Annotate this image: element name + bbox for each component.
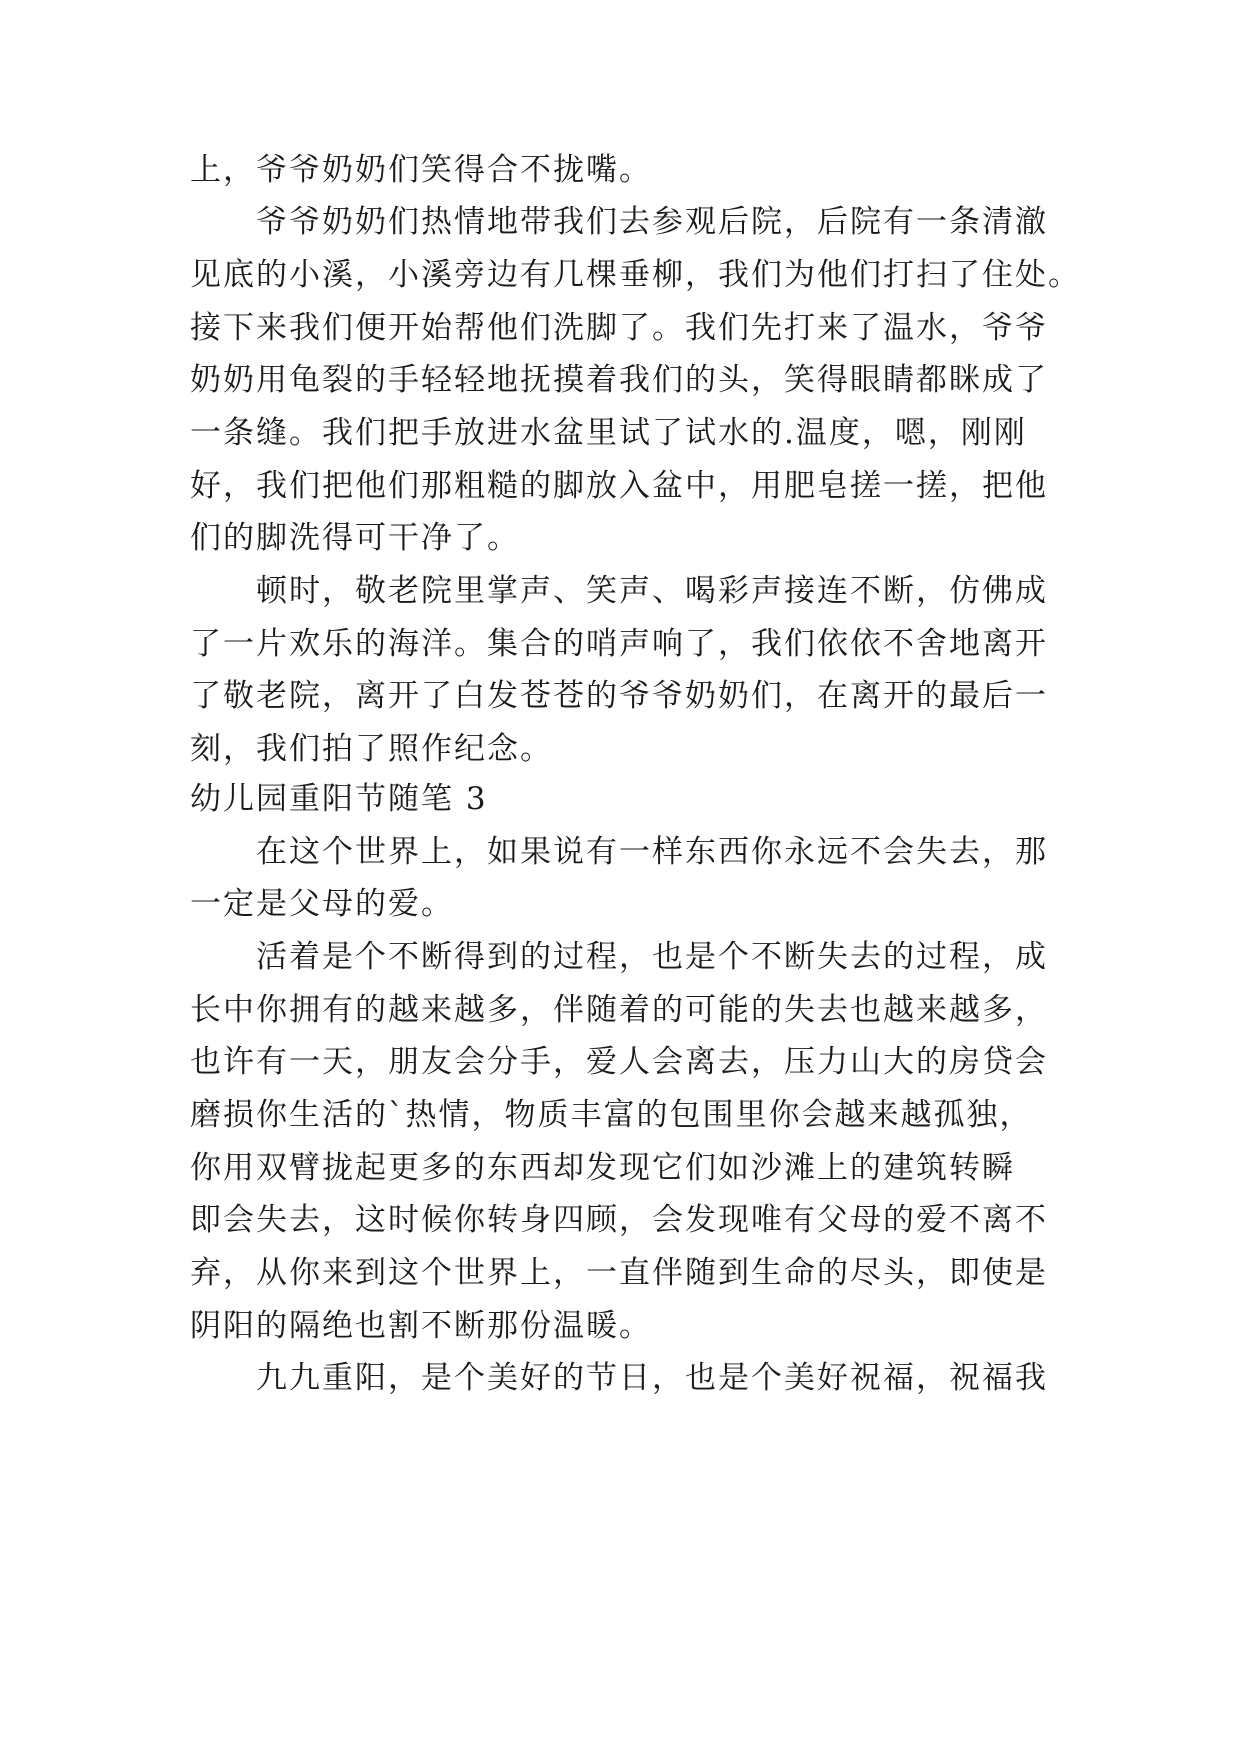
text-line: 你用双臂拢起更多的东西却发现它们如沙滩上的建筑转瞬 xyxy=(190,1150,1015,1186)
text-line: 也许有一天，朋友会分手，爱人会离去，压力山大的房贷会 xyxy=(190,1044,1048,1080)
text-line: 弃，从你来到这个世界上，一直伴随到生命的尽头，即使是 xyxy=(190,1255,1048,1291)
text-line: 奶奶用龟裂的手轻轻地抚摸着我们的头，笑得眼睛都眯成了 xyxy=(190,362,1048,398)
text-line: 即会失去，这时候你转身四顾，会发现唯有父母的爱不离不 xyxy=(190,1202,1048,1238)
paragraph-start-line: 爷爷奶奶们热情地带我们去参观后院，后院有一条清澈 xyxy=(256,204,1048,240)
text-line: 磨损你生活的`热情，物质丰富的包围里你会越来越孤独， xyxy=(190,1097,1033,1133)
text-line: 们的脚洗得可干净了。 xyxy=(190,520,520,556)
paragraph-start-line: 活着是个不断得到的过程，也是个不断失去的过程，成 xyxy=(256,939,1048,975)
text-line: 长中你拥有的越来越多，伴随着的可能的失去也越来越多， xyxy=(190,992,1048,1028)
text-line: 接下来我们便开始帮他们洗脚了。我们先打来了温水，爷爷 xyxy=(190,310,1048,346)
text-line: 上，爷爷奶奶们笑得合不拢嘴。 xyxy=(190,152,652,188)
text-line: 好，我们把他们那粗糙的脚放入盆中，用肥皂搓一搓，把他 xyxy=(190,468,1048,504)
text-line: 见底的小溪，小溪旁边有几棵垂柳，我们为他们打扫了住处。 xyxy=(190,257,1081,293)
text-line: 阴阳的隔绝也割不断那份温暖。 xyxy=(190,1308,652,1344)
paragraph-start-line: 九九重阳，是个美好的节日，也是个美好祝福，祝福我 xyxy=(256,1360,1048,1396)
text-line: 刻，我们拍了照作纪念。 xyxy=(190,731,553,767)
text-line: 了一片欢乐的海洋。集合的哨声响了，我们依依不舍地离开 xyxy=(190,626,1048,662)
text-line: 了敬老院，离开了白发苍苍的爷爷奶奶们，在离开的最后一 xyxy=(190,678,1048,714)
text-line: 一条缝。我们把手放进水盆里试了试水的.温度，嗯，刚刚 xyxy=(190,415,1027,451)
paragraph-start-line: 在这个世界上，如果说有一样东西你永远不会失去，那 xyxy=(256,834,1048,870)
paragraph-start-line: 顿时，敬老院里掌声、笑声、喝彩声接连不断，仿佛成 xyxy=(256,573,1048,609)
section-heading: 幼儿园重阳节随笔 3 xyxy=(190,781,488,817)
text-line: 一定是父母的爱。 xyxy=(190,886,454,922)
